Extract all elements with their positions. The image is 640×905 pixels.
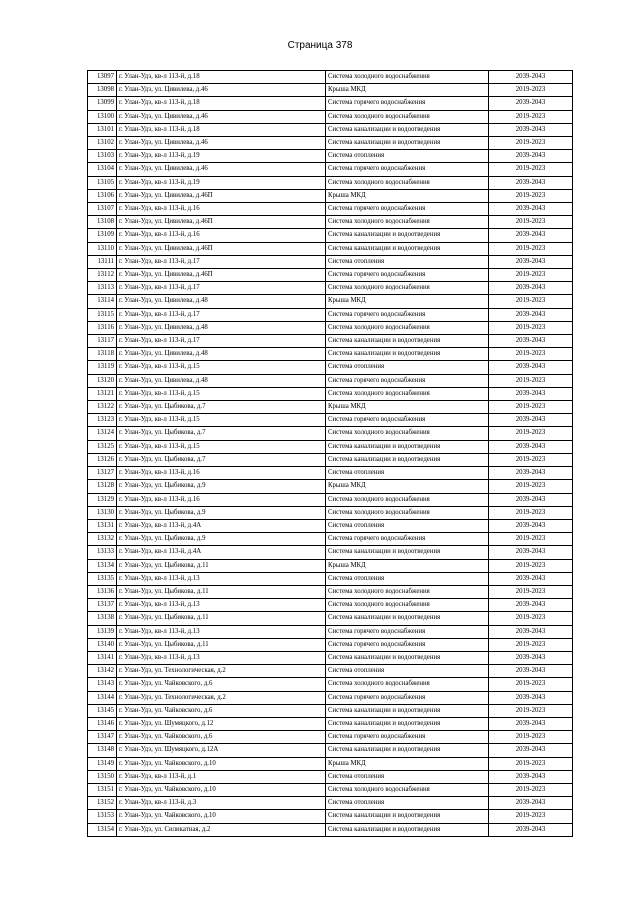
table-row	[88, 770, 573, 783]
table-row	[88, 414, 573, 427]
period-cell: 2019-2023	[489, 506, 573, 519]
period-cell: 2019-2023	[489, 427, 573, 440]
address-cell: г. Улан-Удэ, кв-л 113-й, д.18	[117, 97, 326, 110]
work-type-cell: Система отопления	[326, 770, 489, 783]
row-number-cell: 13149	[88, 757, 117, 770]
address-cell: г. Улан-Удэ, ул. Чайковского, д.10	[117, 757, 326, 770]
work-type-cell: Система холодного водоснабжения	[326, 321, 489, 334]
work-type-cell: Крыша МКД	[326, 189, 489, 202]
period-cell: 2019-2023	[489, 189, 573, 202]
row-number-cell: 13152	[88, 797, 117, 810]
row-number-cell: 13114	[88, 295, 117, 308]
period-cell: 2039-2043	[489, 97, 573, 110]
period-cell: 2039-2043	[489, 823, 573, 836]
address-cell: г. Улан-Удэ, кв-л 113-й, д.17	[117, 308, 326, 321]
address-cell: г. Улан-Удэ, ул. Цивилева, д.46	[117, 163, 326, 176]
row-number-cell: 13138	[88, 612, 117, 625]
work-type-cell: Крыша МКД	[326, 559, 489, 572]
table-row	[88, 533, 573, 546]
period-cell: 2039-2043	[489, 572, 573, 585]
period-cell: 2019-2023	[489, 704, 573, 717]
row-number-cell: 13128	[88, 480, 117, 493]
work-type-cell: Крыша МКД	[326, 401, 489, 414]
address-cell: г. Улан-Удэ, ул. Цыбикова, д.9	[117, 506, 326, 519]
row-number-cell: 13101	[88, 123, 117, 136]
row-number-cell: 13139	[88, 625, 117, 638]
address-cell: г. Улан-Удэ, ул. Цивилева, д.46П	[117, 189, 326, 202]
period-cell: 2039-2043	[489, 717, 573, 730]
table-row	[88, 638, 573, 651]
row-number-cell: 13106	[88, 189, 117, 202]
period-cell: 2039-2043	[489, 123, 573, 136]
address-cell: г. Улан-Удэ, кв-л 113-й, д.18	[117, 71, 326, 84]
address-cell: г. Улан-Удэ, ул. Цивилева, д.46П	[117, 242, 326, 255]
period-cell: 2019-2023	[489, 84, 573, 97]
address-cell: г. Улан-Удэ, ул. Цыбикова, д.11	[117, 585, 326, 598]
address-cell: г. Улан-Удэ, ул. Цыбикова, д.11	[117, 559, 326, 572]
table-row	[88, 176, 573, 189]
work-type-cell: Система отопления	[326, 572, 489, 585]
period-cell: 2039-2043	[489, 176, 573, 189]
row-number-cell: 13112	[88, 269, 117, 282]
row-number-cell: 13136	[88, 585, 117, 598]
address-cell: г. Улан-Удэ, ул. Цивилева, д.48	[117, 374, 326, 387]
address-cell: г. Улан-Удэ, ул. Цивилева, д.46П	[117, 216, 326, 229]
table-row	[88, 810, 573, 823]
row-number-cell: 13132	[88, 533, 117, 546]
period-cell: 2019-2023	[489, 731, 573, 744]
period-cell: 2019-2023	[489, 810, 573, 823]
work-type-cell: Система горячего водоснабжения	[326, 414, 489, 427]
address-cell: г. Улан-Удэ, ул. Цивилева, д.46П	[117, 269, 326, 282]
work-type-cell: Система горячего водоснабжения	[326, 625, 489, 638]
table-row	[88, 374, 573, 387]
work-type-cell: Система холодного водоснабжения	[326, 585, 489, 598]
address-cell: г. Улан-Удэ, кв-л 113-й, д.16	[117, 493, 326, 506]
period-cell: 2039-2043	[489, 71, 573, 84]
period-cell: 2039-2043	[489, 546, 573, 559]
address-cell: г. Улан-Удэ, ул. Шумяцкого, д.12	[117, 717, 326, 730]
address-cell: г. Улан-Удэ, ул. Чайковского, д.6	[117, 704, 326, 717]
work-type-cell: Система канализации и водоотведения	[326, 242, 489, 255]
row-number-cell: 13131	[88, 519, 117, 532]
table-row	[88, 678, 573, 691]
table-row	[88, 216, 573, 229]
table-row	[88, 321, 573, 334]
table-row	[88, 744, 573, 757]
row-number-cell: 13102	[88, 137, 117, 150]
period-cell: 2019-2023	[489, 242, 573, 255]
period-cell: 2019-2023	[489, 321, 573, 334]
address-cell: г. Улан-Удэ, ул. Цивилева, д.48	[117, 295, 326, 308]
period-cell: 2039-2043	[489, 770, 573, 783]
table-row	[88, 295, 573, 308]
work-type-cell: Система канализации и водоотведения	[326, 229, 489, 242]
work-type-cell: Система канализации и водоотведения	[326, 137, 489, 150]
period-cell: 2019-2023	[489, 374, 573, 387]
table-row	[88, 123, 573, 136]
table-row	[88, 493, 573, 506]
row-number-cell: 13120	[88, 374, 117, 387]
row-number-cell: 13107	[88, 203, 117, 216]
address-cell: г. Улан-Удэ, ул. Цыбикова, д.9	[117, 533, 326, 546]
work-type-cell: Система холодного водоснабжения	[326, 599, 489, 612]
period-cell: 2039-2043	[489, 282, 573, 295]
row-number-cell: 13105	[88, 176, 117, 189]
table-row	[88, 189, 573, 202]
table-row	[88, 242, 573, 255]
table-row	[88, 387, 573, 400]
address-cell: г. Улан-Удэ, кв-л 113-й, д.13	[117, 599, 326, 612]
period-cell: 2019-2023	[489, 453, 573, 466]
period-cell: 2039-2043	[489, 467, 573, 480]
period-cell: 2039-2043	[489, 599, 573, 612]
work-type-cell: Система холодного водоснабжения	[326, 427, 489, 440]
row-number-cell: 13118	[88, 348, 117, 361]
address-cell: г. Улан-Удэ, ул. Цивилева, д.46	[117, 110, 326, 123]
row-number-cell: 13141	[88, 651, 117, 664]
period-cell: 2039-2043	[489, 691, 573, 704]
address-cell: г. Улан-Удэ, кв-л 113-й, д.13	[117, 651, 326, 664]
work-type-cell: Крыша МКД	[326, 480, 489, 493]
period-cell: 2019-2023	[489, 269, 573, 282]
period-cell: 2019-2023	[489, 216, 573, 229]
work-type-cell: Система холодного водоснабжения	[326, 282, 489, 295]
address-cell: г. Улан-Удэ, ул. Цыбикова, д.9	[117, 480, 326, 493]
period-cell: 2019-2023	[489, 110, 573, 123]
row-number-cell: 13117	[88, 335, 117, 348]
table-row	[88, 348, 573, 361]
page-header: Страница 378	[287, 40, 353, 51]
row-number-cell: 13109	[88, 229, 117, 242]
table-row	[88, 572, 573, 585]
row-number-cell: 13148	[88, 744, 117, 757]
work-type-cell: Система канализации и водоотведения	[326, 823, 489, 836]
work-type-cell: Система горячего водоснабжения	[326, 374, 489, 387]
work-type-cell: Система холодного водоснабжения	[326, 71, 489, 84]
table-row	[88, 783, 573, 796]
address-cell: г. Улан-Удэ, кв-л 113-й, д.4А	[117, 519, 326, 532]
row-number-cell: 13116	[88, 321, 117, 334]
registry-table	[87, 70, 573, 837]
work-type-cell: Система канализации и водоотведения	[326, 335, 489, 348]
table-row	[88, 559, 573, 572]
period-cell: 2039-2043	[489, 440, 573, 453]
address-cell: г. Улан-Удэ, ул. Технологическая, д.2	[117, 691, 326, 704]
address-cell: г. Улан-Удэ, кв-л 113-й, д.16	[117, 229, 326, 242]
address-cell: г. Улан-Удэ, ул. Цыбикова, д.11	[117, 638, 326, 651]
table-row	[88, 163, 573, 176]
row-number-cell: 13150	[88, 770, 117, 783]
work-type-cell: Система горячего водоснабжения	[326, 203, 489, 216]
work-type-cell: Крыша МКД	[326, 84, 489, 97]
row-number-cell: 13099	[88, 97, 117, 110]
work-type-cell: Крыша МКД	[326, 757, 489, 770]
work-type-cell: Система холодного водоснабжения	[326, 493, 489, 506]
table-row	[88, 625, 573, 638]
address-cell: г. Улан-Удэ, ул. Цивилева, д.46	[117, 137, 326, 150]
work-type-cell: Система горячего водоснабжения	[326, 97, 489, 110]
period-cell: 2039-2043	[489, 744, 573, 757]
address-cell: г. Улан-Удэ, кв-л 113-й, д.15	[117, 387, 326, 400]
table-row	[88, 427, 573, 440]
table-row	[88, 519, 573, 532]
row-number-cell: 13121	[88, 387, 117, 400]
row-number-cell: 13146	[88, 717, 117, 730]
work-type-cell: Система горячего водоснабжения	[326, 638, 489, 651]
period-cell: 2019-2023	[489, 480, 573, 493]
address-cell: г. Улан-Удэ, ул. Цивилева, д.46	[117, 84, 326, 97]
period-cell: 2039-2043	[489, 665, 573, 678]
table-row	[88, 97, 573, 110]
row-number-cell: 13135	[88, 572, 117, 585]
period-cell: 2039-2043	[489, 150, 573, 163]
work-type-cell: Система холодного водоснабжения	[326, 506, 489, 519]
row-number-cell: 13133	[88, 546, 117, 559]
address-cell: г. Улан-Удэ, кв-л 113-й, д.1	[117, 770, 326, 783]
row-number-cell: 13110	[88, 242, 117, 255]
table-row	[88, 467, 573, 480]
work-type-cell: Система холодного водоснабжения	[326, 110, 489, 123]
row-number-cell: 13111	[88, 255, 117, 268]
period-cell: 2039-2043	[489, 797, 573, 810]
row-number-cell: 13140	[88, 638, 117, 651]
work-type-cell: Система канализации и водоотведения	[326, 348, 489, 361]
work-type-cell: Система канализации и водоотведения	[326, 546, 489, 559]
work-type-cell: Система холодного водоснабжения	[326, 387, 489, 400]
address-cell: г. Улан-Удэ, ул. Технологическая, д.2	[117, 665, 326, 678]
address-cell: г. Улан-Удэ, ул. Цыбикова, д.11	[117, 612, 326, 625]
period-cell: 2019-2023	[489, 585, 573, 598]
row-number-cell: 13153	[88, 810, 117, 823]
period-cell: 2039-2043	[489, 625, 573, 638]
table-row	[88, 546, 573, 559]
row-number-cell: 13129	[88, 493, 117, 506]
table-row	[88, 453, 573, 466]
work-type-cell: Система горячего водоснабжения	[326, 691, 489, 704]
work-type-cell: Система канализации и водоотведения	[326, 704, 489, 717]
address-cell: г. Улан-Удэ, кв-л 113-й, д.16	[117, 467, 326, 480]
table-row	[88, 308, 573, 321]
row-number-cell: 13123	[88, 414, 117, 427]
row-number-cell: 13137	[88, 599, 117, 612]
table-row	[88, 704, 573, 717]
period-cell: 2039-2043	[489, 387, 573, 400]
row-number-cell: 13126	[88, 453, 117, 466]
table-row	[88, 651, 573, 664]
table-row	[88, 757, 573, 770]
period-cell: 2019-2023	[489, 678, 573, 691]
table-row	[88, 585, 573, 598]
table-row	[88, 110, 573, 123]
address-cell: г. Улан-Удэ, кв-л 113-й, д.13	[117, 572, 326, 585]
row-number-cell: 13127	[88, 467, 117, 480]
address-cell: г. Улан-Удэ, кв-л 113-й, д.17	[117, 282, 326, 295]
table-row	[88, 599, 573, 612]
row-number-cell: 13115	[88, 308, 117, 321]
work-type-cell: Система холодного водоснабжения	[326, 216, 489, 229]
row-number-cell: 13097	[88, 71, 117, 84]
address-cell: г. Улан-Удэ, ул. Чайковского, д.10	[117, 783, 326, 796]
address-cell: г. Улан-Удэ, ул. Цивилева, д.48	[117, 348, 326, 361]
row-number-cell: 13151	[88, 783, 117, 796]
address-cell: г. Улан-Удэ, ул. Цыбикова, д.7	[117, 427, 326, 440]
work-type-cell: Система канализации и водоотведения	[326, 717, 489, 730]
table-row	[88, 282, 573, 295]
address-cell: г. Улан-Удэ, ул. Шумяцкого, д.12А	[117, 744, 326, 757]
period-cell: 2039-2043	[489, 651, 573, 664]
work-type-cell: Система канализации и водоотведения	[326, 612, 489, 625]
work-type-cell: Система отопления	[326, 467, 489, 480]
work-type-cell: Система отопления	[326, 361, 489, 374]
table-row	[88, 731, 573, 744]
work-type-cell: Система отопления	[326, 797, 489, 810]
address-cell: г. Улан-Удэ, ул. Чайковского, д.6	[117, 731, 326, 744]
work-type-cell: Система канализации и водоотведения	[326, 440, 489, 453]
work-type-cell: Система канализации и водоотведения	[326, 453, 489, 466]
period-cell: 2019-2023	[489, 348, 573, 361]
period-cell: 2039-2043	[489, 203, 573, 216]
row-number-cell: 13145	[88, 704, 117, 717]
row-number-cell: 13103	[88, 150, 117, 163]
row-number-cell: 13125	[88, 440, 117, 453]
work-type-cell: Система горячего водоснабжения	[326, 163, 489, 176]
work-type-cell: Система холодного водоснабжения	[326, 783, 489, 796]
period-cell: 2019-2023	[489, 638, 573, 651]
period-cell: 2039-2043	[489, 308, 573, 321]
row-number-cell: 13098	[88, 84, 117, 97]
work-type-cell: Система горячего водоснабжения	[326, 269, 489, 282]
work-type-cell: Система горячего водоснабжения	[326, 533, 489, 546]
work-type-cell: Система отопления	[326, 150, 489, 163]
work-type-cell: Система канализации и водоотведения	[326, 651, 489, 664]
period-cell: 2039-2043	[489, 335, 573, 348]
work-type-cell: Система отопления	[326, 255, 489, 268]
table-row	[88, 203, 573, 216]
period-cell: 2039-2043	[489, 493, 573, 506]
row-number-cell: 13119	[88, 361, 117, 374]
period-cell: 2019-2023	[489, 295, 573, 308]
period-cell: 2039-2043	[489, 361, 573, 374]
table-row	[88, 823, 573, 836]
address-cell: г. Улан-Удэ, ул. Чайковского, д.10	[117, 810, 326, 823]
address-cell: г. Улан-Удэ, ул. Чайковского, д.6	[117, 678, 326, 691]
table-row	[88, 717, 573, 730]
address-cell: г. Улан-Удэ, кв-л 113-й, д.19	[117, 176, 326, 189]
table-row	[88, 691, 573, 704]
work-type-cell: Система отопления	[326, 519, 489, 532]
period-cell: 2039-2043	[489, 519, 573, 532]
address-cell: г. Улан-Удэ, кв-л 113-й, д.15	[117, 440, 326, 453]
address-cell: г. Улан-Удэ, кв-л 113-й, д.17	[117, 335, 326, 348]
row-number-cell: 13147	[88, 731, 117, 744]
address-cell: г. Улан-Удэ, кв-л 113-й, д.18	[117, 123, 326, 136]
work-type-cell: Система горячего водоснабжения	[326, 731, 489, 744]
row-number-cell: 13108	[88, 216, 117, 229]
row-number-cell: 13122	[88, 401, 117, 414]
row-number-cell: 13144	[88, 691, 117, 704]
work-type-cell: Система канализации и водоотведения	[326, 810, 489, 823]
period-cell: 2019-2023	[489, 533, 573, 546]
table-row	[88, 255, 573, 268]
work-type-cell: Система горячего водоснабжения	[326, 308, 489, 321]
work-type-cell: Система канализации и водоотведения	[326, 123, 489, 136]
period-cell: 2019-2023	[489, 612, 573, 625]
table-row	[88, 480, 573, 493]
table-row	[88, 665, 573, 678]
table-row	[88, 84, 573, 97]
address-cell: г. Улан-Удэ, ул. Цыбикова, д.7	[117, 401, 326, 414]
work-type-cell: Система отопления	[326, 665, 489, 678]
period-cell: 2039-2043	[489, 229, 573, 242]
table-row	[88, 71, 573, 84]
row-number-cell: 13113	[88, 282, 117, 295]
period-cell: 2019-2023	[489, 163, 573, 176]
address-cell: г. Улан-Удэ, кв-л 113-й, д.3	[117, 797, 326, 810]
table-row	[88, 612, 573, 625]
work-type-cell: Система канализации и водоотведения	[326, 744, 489, 757]
table-row	[88, 401, 573, 414]
period-cell: 2019-2023	[489, 401, 573, 414]
period-cell: 2019-2023	[489, 559, 573, 572]
period-cell: 2019-2023	[489, 137, 573, 150]
table-row	[88, 335, 573, 348]
table-row	[88, 797, 573, 810]
address-cell: г. Улан-Удэ, кв-л 113-й, д.19	[117, 150, 326, 163]
address-cell: г. Улан-Удэ, кв-л 113-й, д.4А	[117, 546, 326, 559]
address-cell: г. Улан-Удэ, кв-л 113-й, д.16	[117, 203, 326, 216]
table-row	[88, 269, 573, 282]
address-cell: г. Улан-Удэ, ул. Силикатная, д.2	[117, 823, 326, 836]
address-cell: г. Улан-Удэ, кв-л 113-й, д.15	[117, 414, 326, 427]
period-cell: 2019-2023	[489, 783, 573, 796]
period-cell: 2019-2023	[489, 757, 573, 770]
table-row	[88, 137, 573, 150]
address-cell: г. Улан-Удэ, кв-л 113-й, д.17	[117, 255, 326, 268]
period-cell: 2039-2043	[489, 255, 573, 268]
address-cell: г. Улан-Удэ, кв-л 113-й, д.15	[117, 361, 326, 374]
period-cell: 2039-2043	[489, 414, 573, 427]
work-type-cell: Система холодного водоснабжения	[326, 678, 489, 691]
address-cell: г. Улан-Удэ, кв-л 113-й, д.13	[117, 625, 326, 638]
row-number-cell: 13104	[88, 163, 117, 176]
row-number-cell: 13130	[88, 506, 117, 519]
table-row	[88, 150, 573, 163]
registry-table-body	[88, 71, 573, 837]
table-row	[88, 229, 573, 242]
work-type-cell: Система холодного водоснабжения	[326, 176, 489, 189]
address-cell: г. Улан-Удэ, ул. Цивилева, д.48	[117, 321, 326, 334]
table-row	[88, 361, 573, 374]
table-row	[88, 506, 573, 519]
table-row	[88, 440, 573, 453]
row-number-cell: 13124	[88, 427, 117, 440]
work-type-cell: Крыша МКД	[326, 295, 489, 308]
row-number-cell: 13142	[88, 665, 117, 678]
address-cell: г. Улан-Удэ, ул. Цыбикова, д.7	[117, 453, 326, 466]
row-number-cell: 13154	[88, 823, 117, 836]
row-number-cell: 13100	[88, 110, 117, 123]
row-number-cell: 13143	[88, 678, 117, 691]
row-number-cell: 13134	[88, 559, 117, 572]
